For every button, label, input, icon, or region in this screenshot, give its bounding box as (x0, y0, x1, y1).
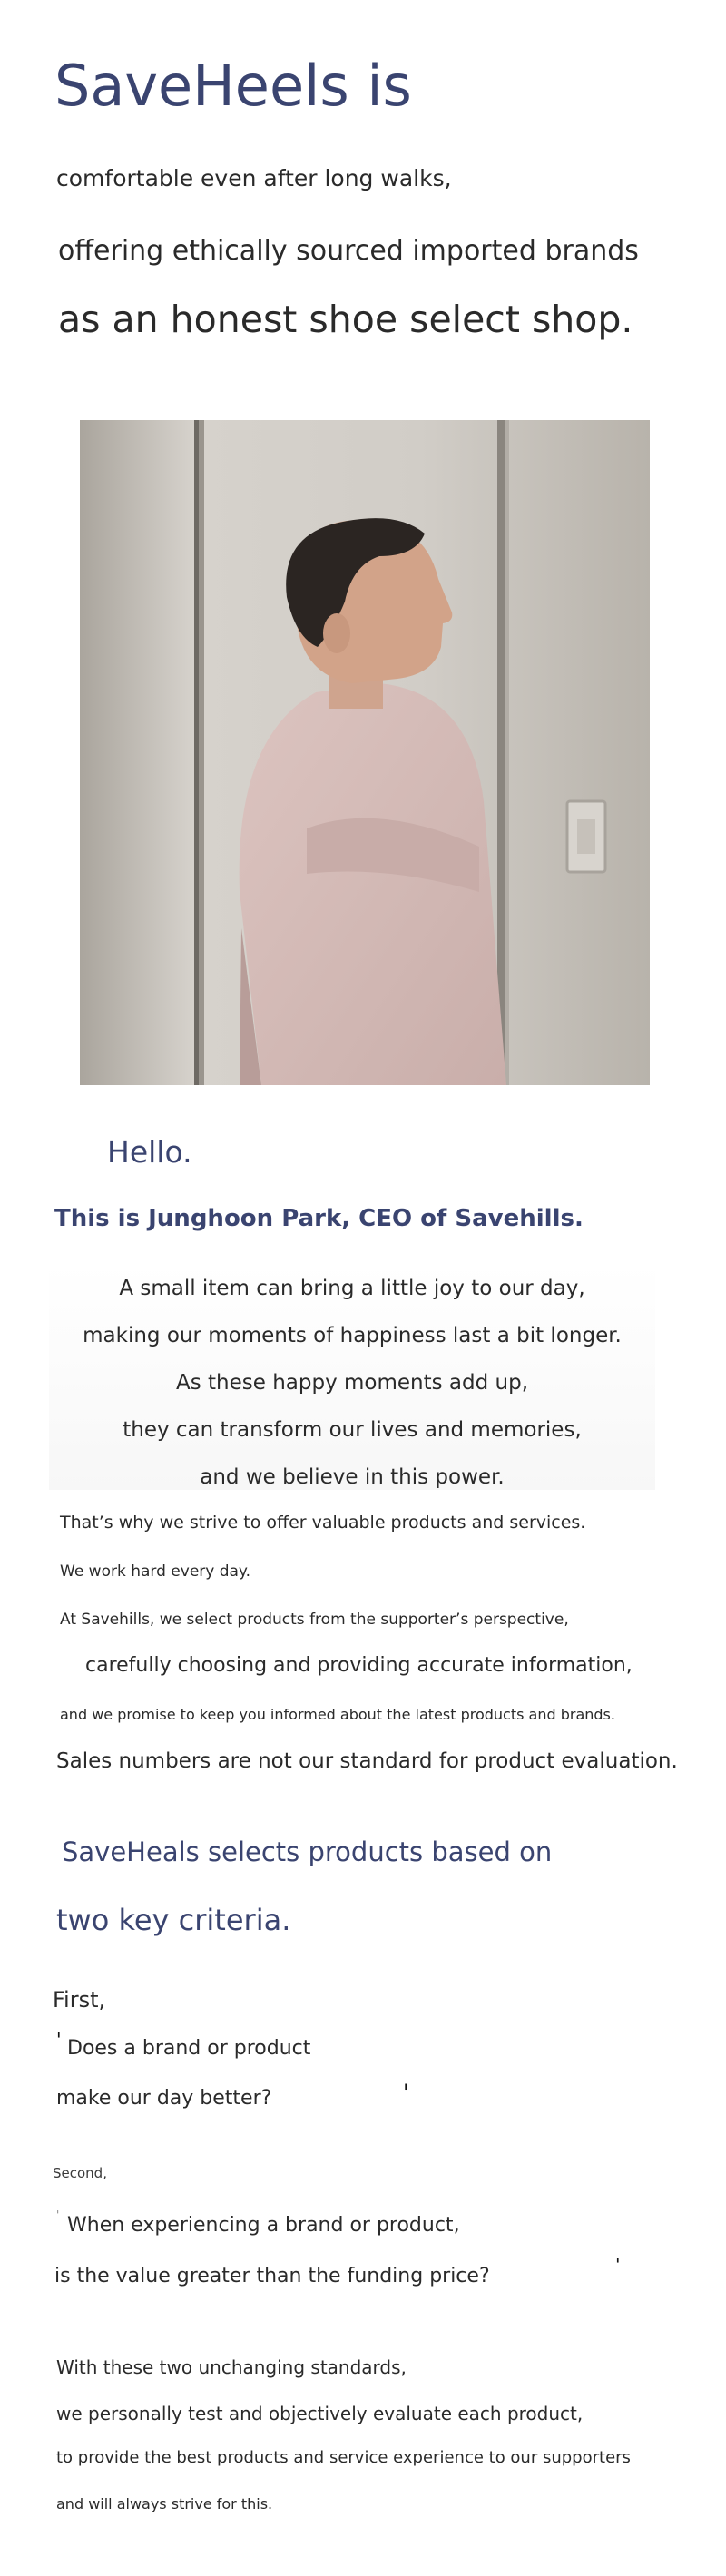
hero-line-3: as an honest shoe select shop. (58, 298, 633, 341)
ceo-photo (80, 420, 650, 1085)
quote-close-2: ' (615, 2254, 621, 2276)
mission-text-5: and we promise to keep you informed about the latest products and brands. (60, 1706, 615, 1723)
ceo-introduction: This is Junghoon Park, CEO of Savehills. (54, 1205, 584, 1232)
belief-line-3: As these happy moments add up, (175, 1371, 529, 1395)
hello-heading: Hello. (107, 1134, 192, 1170)
ending-text-4: and will always strive for this. (56, 2495, 273, 2512)
belief-line-4: they can transform our lives and memories, (123, 1418, 582, 1442)
second-label: Second, (53, 2165, 107, 2181)
hero-line-2: offering ethically sourced imported brands (58, 235, 639, 267)
hero-line-1: comfortable even after long walks, (56, 165, 452, 191)
second-question-line-2: is the value greater than the funding price? (54, 2265, 490, 2287)
belief-line-2: making our moments of happiness last a bit longer. (83, 1324, 622, 1347)
criteria-heading-2: two key criteria. (56, 1903, 291, 1937)
mission-text-6: Sales numbers are not our standard for product evaluation. (56, 1749, 678, 1773)
quote-open-2: ' (56, 2209, 60, 2221)
ending-text-3: to provide the best products and service experience to our supporters (56, 2448, 631, 2467)
belief-line-1: A small item can bring a little joy to our day, (119, 1277, 585, 1300)
first-question-line-2: make our day better? (56, 2087, 272, 2110)
criteria-heading-1: SaveHeals selects products based on (62, 1837, 553, 1867)
first-label: First, (53, 1987, 106, 2013)
belief-line-5: and we believe in this power. (200, 1465, 505, 1489)
mission-text-3: At Savehills, we select products from the supporter’s perspective, (60, 1611, 569, 1629)
ending-text-2: we personally test and objectively evaluate each product, (56, 2403, 584, 2424)
ending-text-1: With these two unchanging standards, (56, 2356, 407, 2378)
mission-text-4: carefully choosing and providing accurate information, (85, 1654, 633, 1677)
mission-text-2: We work hard every day. (60, 1562, 250, 1581)
quote-close-1: ' (403, 2080, 409, 2105)
second-question-line-1: When experiencing a brand or product, (67, 2214, 460, 2237)
quote-open-1: ' (56, 2029, 62, 2051)
hero-title: SaveHeels is (54, 53, 412, 119)
first-question-line-1: Does a brand or product (67, 2037, 311, 2060)
mission-text-1: That’s why we strive to offer valuable products and services. (60, 1513, 586, 1533)
